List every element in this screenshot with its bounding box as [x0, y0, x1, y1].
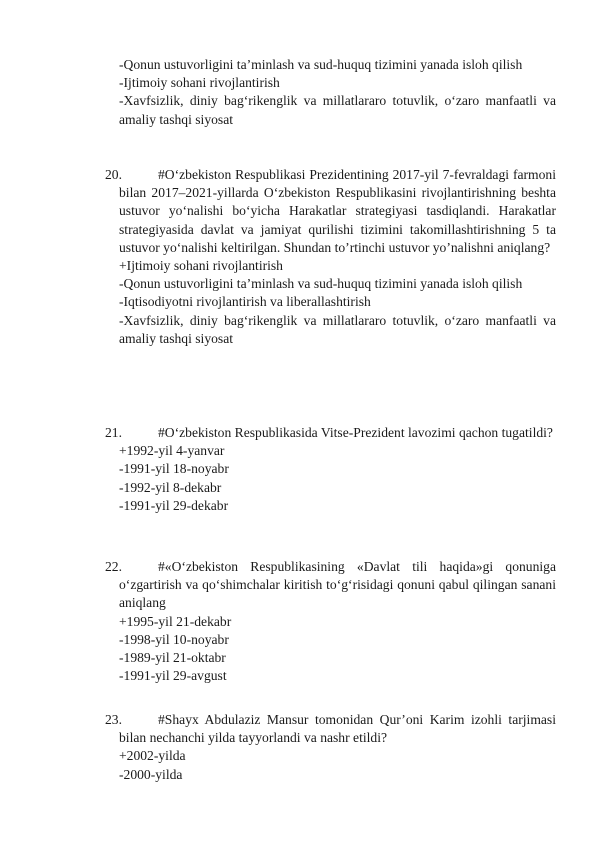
answer-option: -1989-yil 21-oktabr: [119, 650, 226, 666]
answer-option: +Ijtimoiy sohani rivojlantirish: [119, 258, 283, 274]
question-number: 20.: [105, 167, 122, 182]
answer-list-top: [119, 56, 556, 129]
question-number: 21.: [105, 425, 122, 440]
question-text: #O‘zbekiston Respublikasida Vitse-Prezident lavozimi qachon tugatildi?: [158, 425, 553, 440]
question-22: [105, 558, 556, 685]
question-text: #«O‘zbekiston Respublikasining «Davlat tili haqida»gi qonuniga o‘zgartirish va qo‘shimchalar kiritish to‘g‘risidagi qonuni qabul qilingan sanani aniqlang: [119, 559, 556, 611]
question-number: 22.: [105, 559, 122, 574]
answer-option: +2002-yilda: [119, 748, 186, 764]
answer-option: -Qonun ustuvorligini ta’minlash va sud-huquq tizimini yanada isloh qilish: [119, 276, 523, 292]
answer-option: -1991-yil 29-avgust: [119, 668, 227, 684]
answer-option: -2000-yilda: [119, 766, 183, 782]
answer-option: -1991-yil 18-noyabr: [119, 461, 229, 477]
question-number: 23.: [105, 712, 122, 727]
question-text: #O‘zbekiston Respublikasi Prezidentining 2017-yil 7-fevraldagi farmoni bilan 2017–2021-yillarda O‘zbekiston Respublikasini rivojlantirishning beshta ustuvor yo‘nalishi bo‘yicha Harakatlar strategiyasi tasdiqlandi. Harakatlar strategiyasida davlat va jamiyat qurilishi tizimini takomillashtirishning 5 ta ustuvor yo‘nalishi keltirilgan. Shundan to’rtinchi ustuvor yo’nalishni aniqlang?: [119, 167, 556, 255]
question-20: [105, 166, 556, 348]
answer-option: +1992-yil 4-yanvar: [119, 443, 225, 459]
answer-option: -1992-yil 8-dekabr: [119, 479, 222, 495]
answer-option: +1995-yil 21-dekabr: [119, 613, 232, 629]
question-21: [105, 424, 556, 515]
answer-option: -1998-yil 10-noyabr: [119, 631, 229, 647]
answer-option: -Xavfsizlik, diniy bag‘rikenglik va millatlararo totuvlik, o‘zaro manfaatli va amaliy tashqi siyosat: [119, 312, 556, 346]
answer-option: -Ijtimoiy sohani rivojlantirish: [119, 75, 280, 91]
question-text: #Shayx Abdulaziz Mansur tomonidan Qur’oni Karim izohli tarjimasi bilan nechanchi yilda tayyorlandi va nashr etildi?: [119, 712, 556, 746]
answer-option: -Xavfsizlik, diniy bag‘rikenglik va millatlararo totuvlik, o‘zaro manfaatli va amaliy tashqi siyosat: [119, 93, 556, 127]
answer-option: -1991-yil 29-dekabr: [119, 497, 229, 513]
answer-option: -Iqtisodiyotni rivojlantirish va liberallashtirish: [119, 294, 371, 310]
answer-option: -Qonun ustuvorligini ta’minlash va sud-huquq tizimini yanada isloh qilish: [119, 57, 523, 72]
question-23: [105, 711, 556, 784]
